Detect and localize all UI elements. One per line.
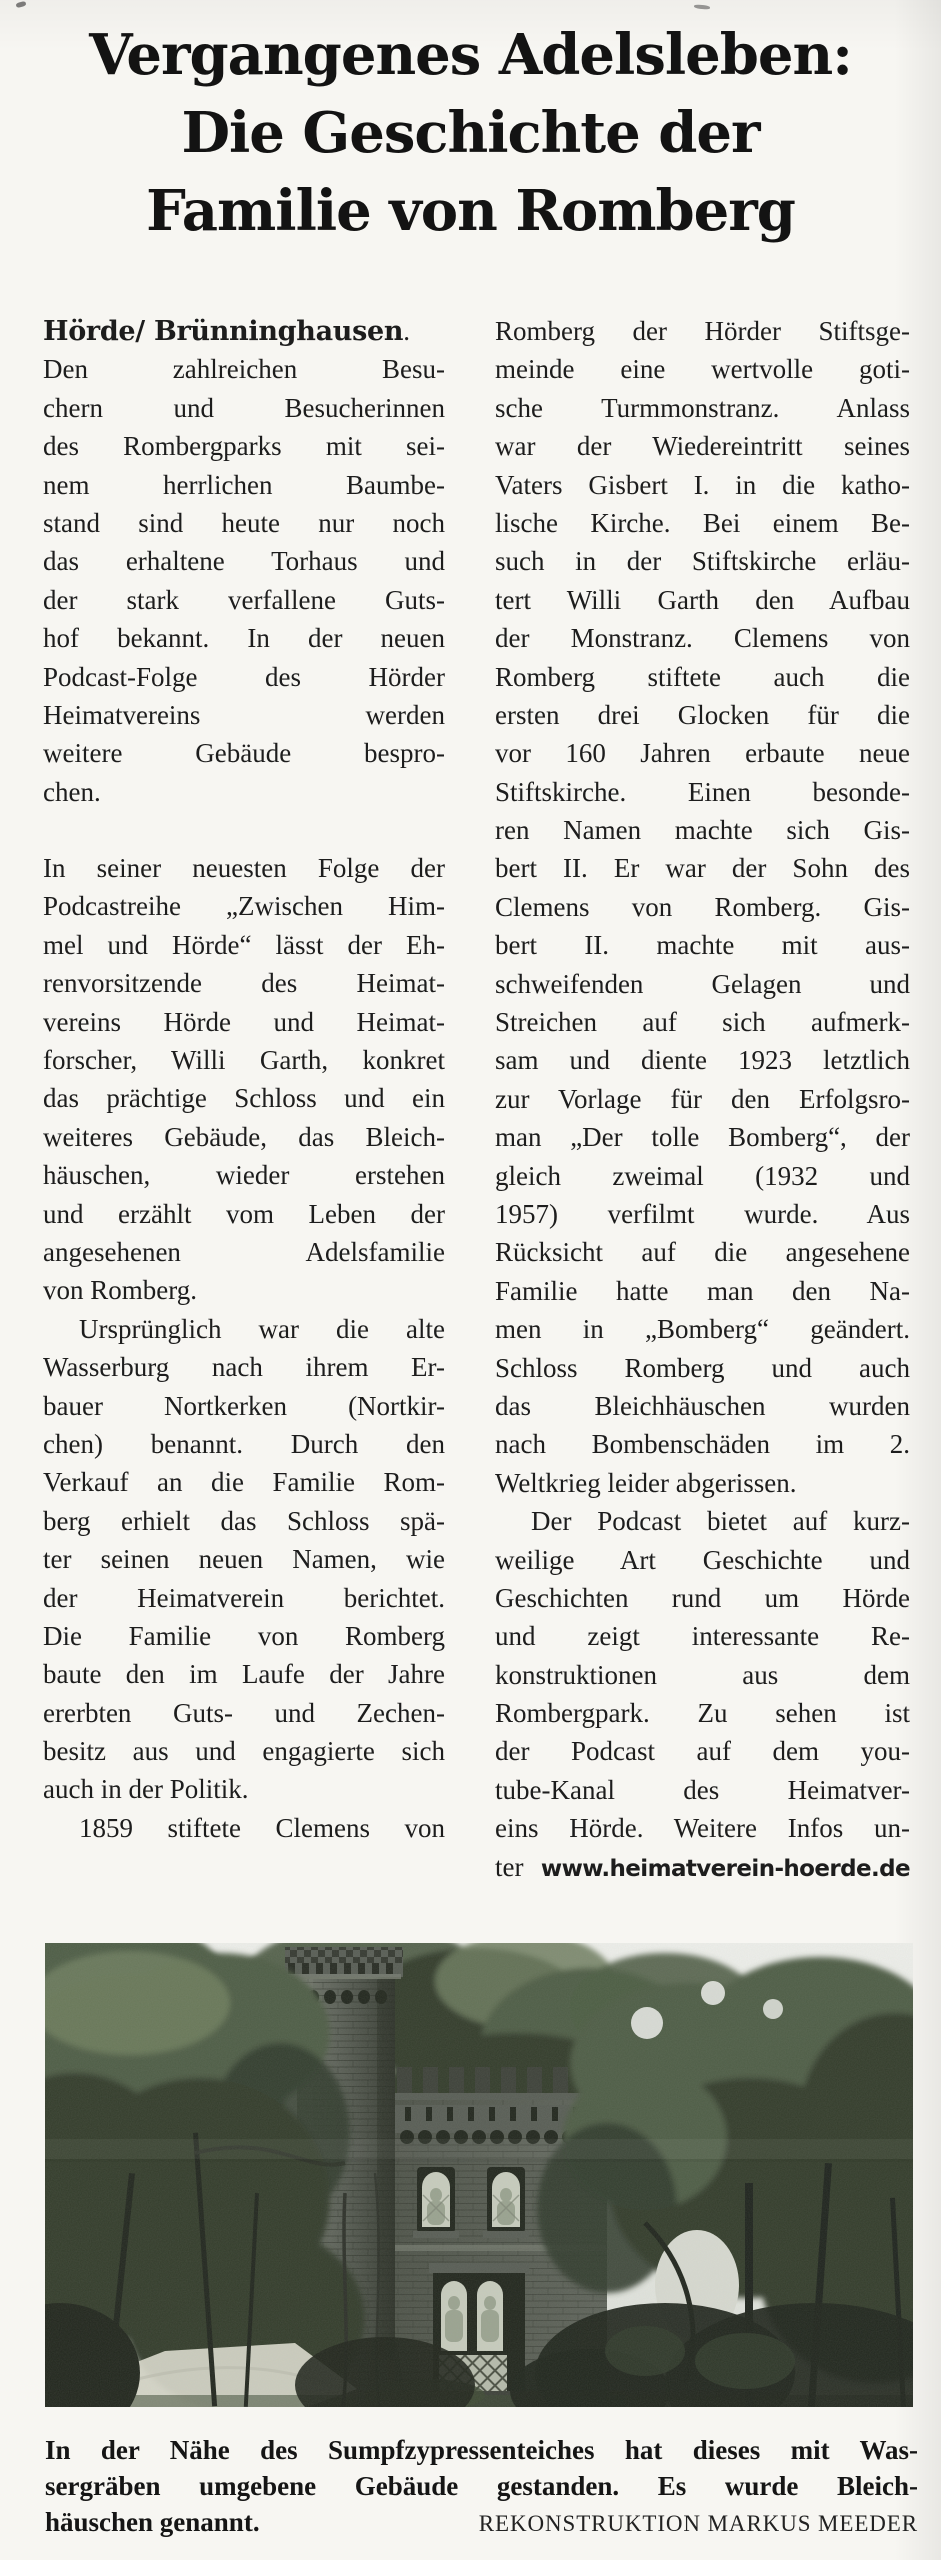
text-line: vereins Hörde und Heimat- bbox=[43, 1006, 445, 1037]
text-line: Der Podcast bietet auf kurz- bbox=[531, 1506, 910, 1537]
text-line: Stiftskirche. Einen besonde- bbox=[495, 776, 910, 807]
photo bbox=[45, 1943, 913, 2407]
article-body bbox=[43, 312, 910, 1886]
text-line: meinde eine wertvolle goti- bbox=[495, 354, 910, 385]
caption-line: In der Nähe des Sumpfzypressenteiches hat dieses mit Was- bbox=[45, 2435, 918, 2465]
paragraph bbox=[495, 1502, 910, 1886]
text-line: eins Hörde. Weitere Infos un- bbox=[495, 1813, 910, 1844]
text-line: Den zahlreichen Besu- bbox=[43, 354, 445, 385]
text-line: Podcast-Folge des Hörder bbox=[43, 661, 445, 692]
text-line: zur Vorlage für den Erfolgsro- bbox=[495, 1083, 910, 1114]
text-line: lische Kirche. Bei einem Be- bbox=[495, 507, 910, 538]
text-line: man „Der tolle Bomberg“, der bbox=[495, 1122, 910, 1153]
paragraph bbox=[495, 312, 910, 1502]
text-line: gleich zweimal (1932 und bbox=[495, 1160, 910, 1191]
headline-line: Vergangenes Adelsleben: bbox=[89, 22, 852, 88]
text-line: und erzählt vom Leben der bbox=[43, 1198, 445, 1229]
text-line: besitz aus und engagierte sich bbox=[43, 1736, 445, 1767]
text-line: Romberg der Hörder Stiftsge- bbox=[495, 316, 910, 346]
text-line: nem herrlichen Baumbe- bbox=[43, 469, 445, 500]
text-line: Geschichten rund um Hörde bbox=[495, 1582, 910, 1613]
headline bbox=[0, 16, 941, 250]
text-line: 1957) verfilmt wurde. Aus bbox=[495, 1198, 910, 1229]
text-line: das prächtige Schloss und ein bbox=[43, 1083, 445, 1114]
text-line: weitere Gebäude bespro- bbox=[43, 738, 445, 769]
text-line: ren Namen machte sich Gis- bbox=[495, 815, 910, 846]
text-line: bert II. Er war der Sohn des bbox=[495, 853, 910, 884]
scan-speck bbox=[694, 4, 710, 10]
text-line: baute den im Laufe der Jahre bbox=[43, 1659, 445, 1690]
text-line: Weltkrieg leider abgerissen. bbox=[495, 1467, 797, 1498]
text-line: das erhaltene Torhaus und bbox=[43, 546, 445, 577]
text-line: tert Willi Garth den Aufbau bbox=[495, 584, 910, 615]
text-line: der Monstranz. Clemens von bbox=[495, 623, 910, 654]
text-line: des Rombergparks mit sei- bbox=[43, 431, 445, 462]
text-line: stand sind heute nur noch bbox=[43, 507, 445, 538]
headline-line: Die Geschichte der bbox=[181, 100, 760, 166]
text-line: such in der Stiftskirche erläu- bbox=[495, 546, 910, 577]
text-line: Ursprünglich war die alte bbox=[79, 1313, 445, 1344]
website-url: www.heimatverein-hoerde.de bbox=[540, 1855, 910, 1882]
text-line: mel und Hörde“ lässt der Eh- bbox=[43, 929, 445, 960]
text-line: weilige Art Geschichte und bbox=[495, 1544, 910, 1575]
text-line: Clemens von Romberg. Gis- bbox=[495, 891, 910, 922]
text-line: konstruktionen aus dem bbox=[495, 1659, 910, 1690]
photo-credit: REKONSTRUKTION MARKUS MEEDER bbox=[478, 2511, 918, 2536]
text-line: Verkauf an die Familie Rom- bbox=[43, 1467, 445, 1498]
text-line: Familie hatte man den Na- bbox=[495, 1275, 910, 1306]
text-line: Die Familie von Romberg bbox=[43, 1620, 445, 1651]
text-line: häuschen, wieder erstehen bbox=[43, 1160, 445, 1191]
text-line: sam und diente 1923 letztlich bbox=[495, 1045, 910, 1076]
text-line: chen. bbox=[43, 776, 101, 807]
text-line: tube-Kanal des Heimatver- bbox=[495, 1774, 910, 1805]
text-line: ersten drei Glocken für die bbox=[495, 699, 910, 730]
text-line: Podcastreihe „Zwischen Him- bbox=[43, 891, 445, 922]
column-left bbox=[43, 312, 445, 1886]
text-line: sche Turmmonstranz. Anlass bbox=[495, 392, 910, 423]
text-line: Vaters Gisbert I. in die katho- bbox=[495, 469, 910, 500]
text-line: Schloss Romberg und auch bbox=[495, 1352, 910, 1383]
text-line: das Bleichhäuschen wurden bbox=[495, 1390, 910, 1421]
text-line: Streichen auf sich aufmerk- bbox=[495, 1007, 910, 1038]
text-line: renvorsitzende des Heimat- bbox=[43, 968, 445, 999]
text-line: bauer Nortkerken (Nortkir- bbox=[43, 1390, 445, 1421]
text-line: der Podcast auf dem you- bbox=[495, 1736, 910, 1767]
photo-svg bbox=[45, 1943, 913, 2407]
text-line: Rücksicht auf die angesehene bbox=[495, 1237, 910, 1268]
text-line: nach Bombenschäden im 2. bbox=[495, 1429, 910, 1460]
column-right bbox=[495, 312, 910, 1886]
text-line: chern und Besucherinnen bbox=[43, 392, 445, 423]
text-line: hof bekannt. In der neuen bbox=[43, 623, 445, 654]
text-line: ter www.heimatverein-hoerde.de bbox=[495, 1851, 910, 1882]
text-line: war der Wiedereintritt seines bbox=[495, 431, 910, 462]
text-line: von Romberg. bbox=[43, 1275, 197, 1306]
text-line: ter seinen neuen Namen, wie bbox=[43, 1544, 445, 1575]
text-line: forscher, Willi Garth, konkret bbox=[43, 1045, 445, 1076]
text-line: bert II. machte mit aus- bbox=[495, 930, 910, 961]
text-line: Wasserburg nach ihrem Er- bbox=[43, 1352, 445, 1383]
text-line: und zeigt interessante Re- bbox=[495, 1621, 910, 1652]
text-line: men in „Bomberg“ geändert. bbox=[495, 1314, 910, 1345]
dateline-lead-in: Hörde/ Brünninghausen bbox=[43, 316, 404, 347]
caption-last-line bbox=[45, 2504, 918, 2542]
headline-line: Familie von Romberg bbox=[146, 178, 795, 244]
paragraph bbox=[43, 1310, 445, 1809]
text-line: schweifenden Gelagen und bbox=[495, 968, 910, 999]
text-line: 1859 stiftete Clemens von bbox=[79, 1812, 445, 1843]
text-line: In seiner neuesten Folge der bbox=[43, 853, 445, 884]
text-line: Rombergpark. Zu sehen ist bbox=[495, 1698, 910, 1729]
text-line: angesehenen Adelsfamilie bbox=[43, 1236, 445, 1267]
text-line: Romberg stiftete auch die bbox=[495, 661, 910, 692]
paragraph bbox=[43, 1809, 445, 1847]
text-line: der stark verfallene Guts- bbox=[43, 584, 445, 615]
paragraph bbox=[43, 312, 445, 811]
scan-speck bbox=[16, 1, 27, 8]
text-line: vor 160 Jahren erbaute neue bbox=[495, 738, 910, 769]
text-line: berg erhielt das Schloss spä- bbox=[43, 1505, 445, 1536]
text-line: der Heimatverein berichtet. bbox=[43, 1582, 445, 1613]
text-line: Heimatvereins werden bbox=[43, 699, 445, 730]
caption bbox=[45, 2432, 918, 2542]
text-line: weiteres Gebäude, das Bleich- bbox=[43, 1121, 445, 1152]
text-line: ererbten Guts- und Zechen- bbox=[43, 1697, 445, 1728]
text-line: auch in der Politik. bbox=[43, 1774, 249, 1805]
photo-grain-overlay bbox=[45, 1943, 913, 2407]
text-line: Hörde/ Brünninghausen. bbox=[43, 316, 410, 347]
caption-line: sergräben umgebene Gebäude gestanden. Es wurde Bleich- bbox=[45, 2471, 918, 2501]
caption-text: häuschen genannt. bbox=[45, 2507, 260, 2537]
paragraph bbox=[43, 849, 445, 1310]
text-line: chen) benannt. Durch den bbox=[43, 1428, 445, 1459]
